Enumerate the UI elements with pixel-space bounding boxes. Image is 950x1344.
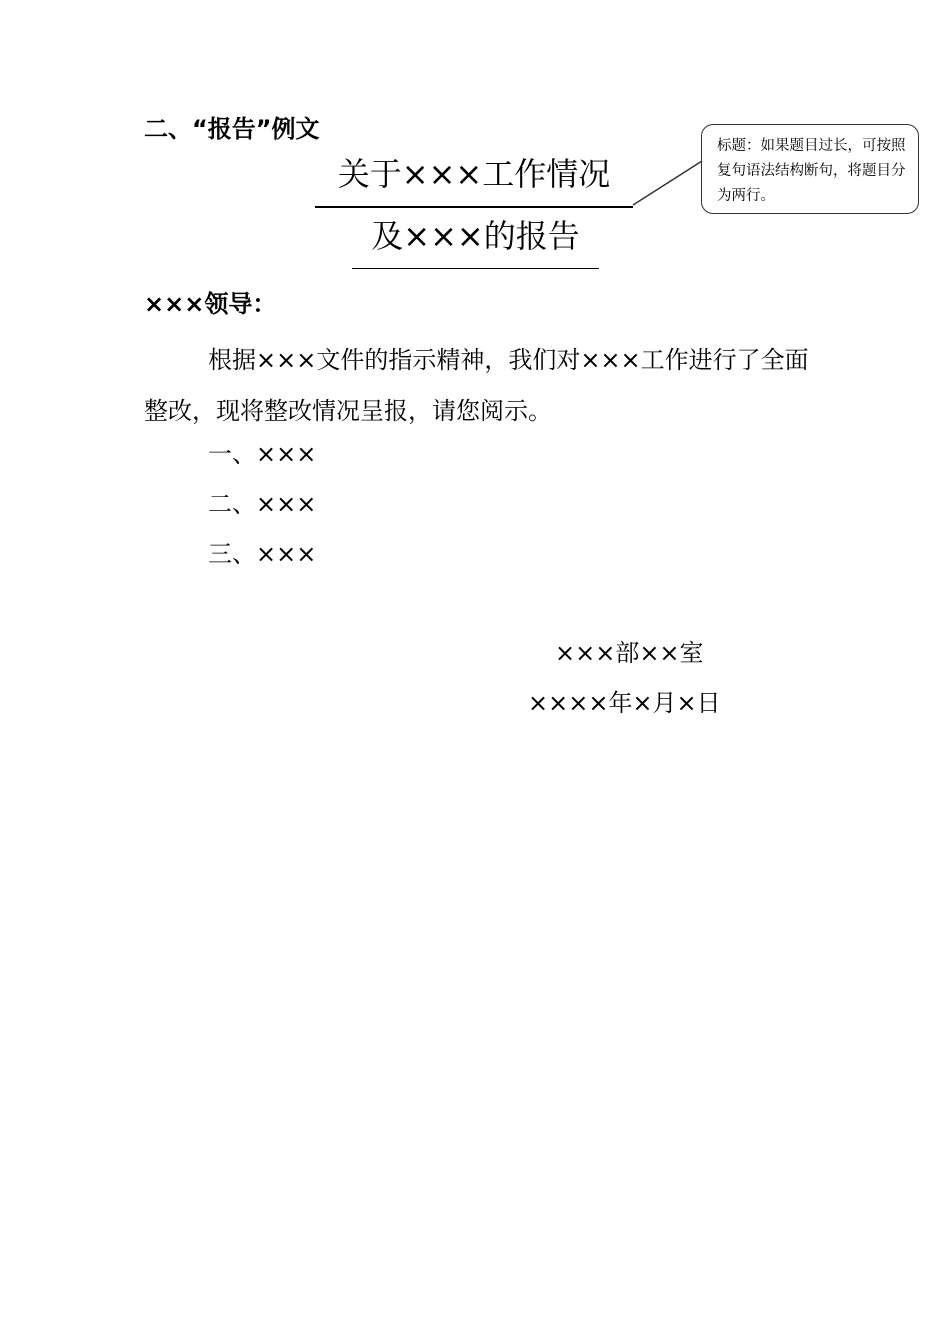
section-heading: 二、“报告”例文 [144, 115, 320, 143]
signature-organization: ×××部××室 [555, 639, 704, 667]
report-title-line-2: 及×××的报告 [371, 217, 580, 255]
report-title-line-1: 关于×××工作情况 [337, 155, 611, 193]
title-underline-1 [315, 206, 633, 208]
list-item: 一、××× [208, 440, 317, 468]
signature-date: ××××年×月×日 [528, 689, 721, 717]
list-item: 二、××× [208, 490, 317, 518]
callout-note-text: 标题：如果题目过长，可按照复句语法结构断句，将题目分为两行。 [717, 138, 906, 204]
list-item: 三、××× [208, 540, 317, 568]
callout-note [701, 124, 919, 214]
body-paragraph: 根据×××文件的指示精神，我们对×××工作进行了全面整改，现将整改情况呈报，请您阅示。 [144, 346, 809, 425]
salutation: ×××领导： [144, 290, 277, 318]
title-underline-2 [352, 268, 599, 269]
